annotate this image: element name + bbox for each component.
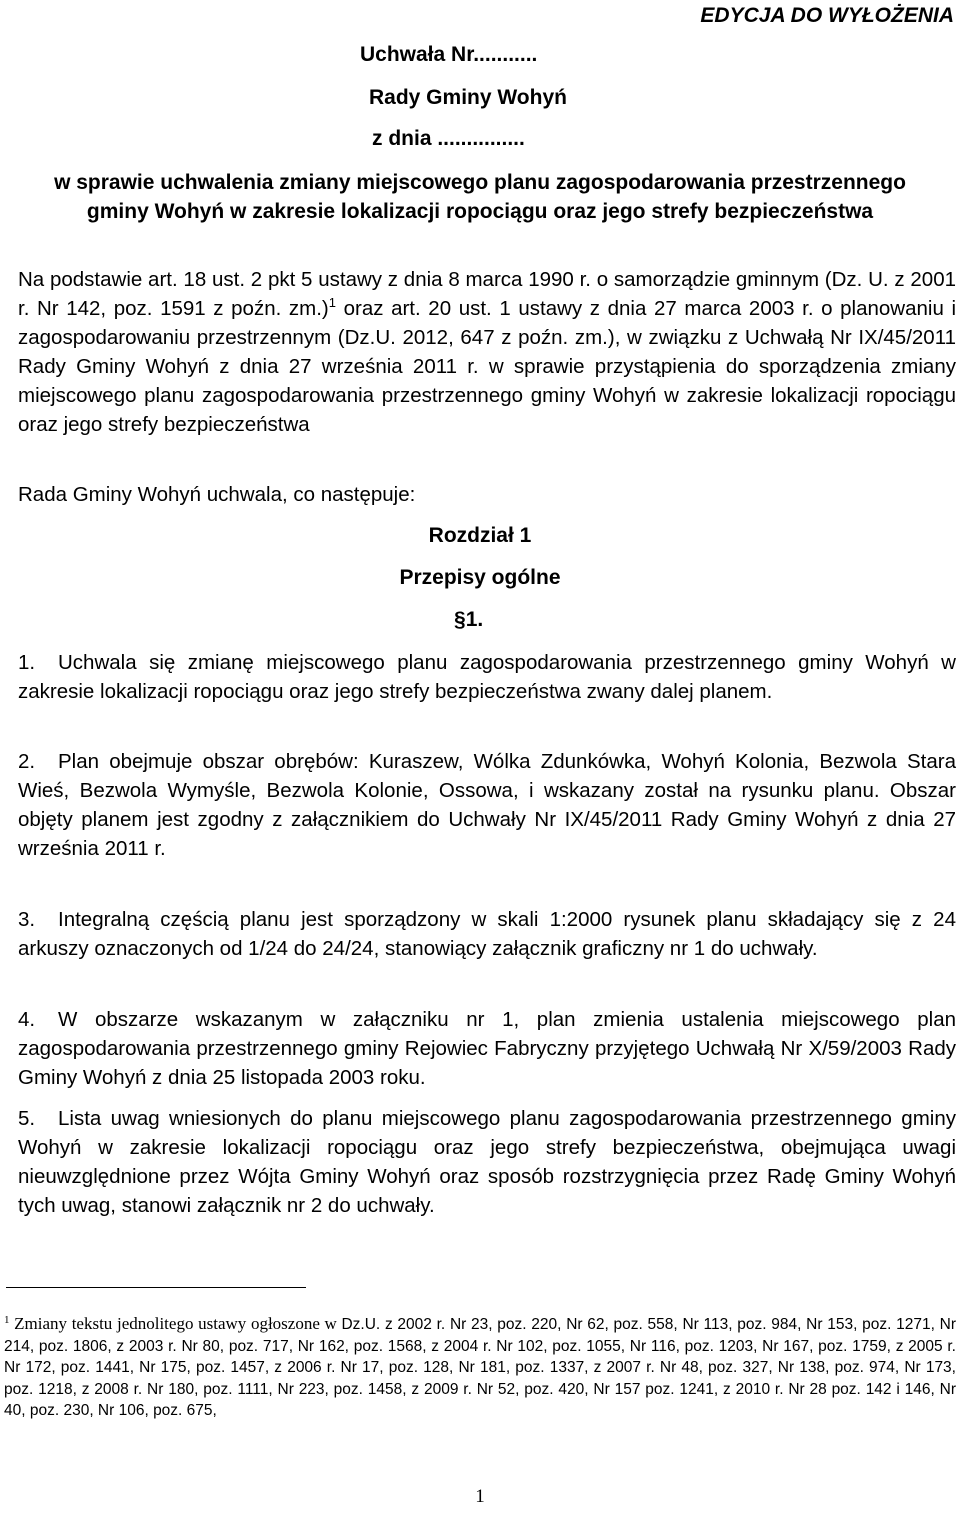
item-text: W obszarze wskazanym w załączniku nr 1, plan zmienia ustalenia miejscowego plan zagospodarowania przestrzennego gminy Rejowiec Fabryczny przyjętego Uchwałą Nr X/59/2003 Rady Gminy Wohyń z dnia 25 listopada 2003 roku. — [18, 1008, 956, 1089]
paragraph-number: 1. — [465, 608, 484, 631]
list-item — [18, 747, 956, 863]
footnote-intro: Zmiany tekstu jednolitego ustawy ogłoszone w — [9, 1314, 342, 1334]
list-item — [18, 1104, 956, 1220]
footnote-reference[interactable]: 1 — [328, 295, 336, 311]
council-name: Rady Gminy Wohyń — [369, 86, 567, 109]
footnote-separator — [6, 1287, 306, 1288]
item-text: Uchwala się zmianę miejscowego planu zagospodarowania przestrzennego gminy Wohyń w zakresie lokalizacji ropociągu oraz jego strefy bezpieczeństwa zwany dalej planem. — [18, 651, 956, 703]
item-text: Integralną częścią planu jest sporządzony w skali 1:2000 rysunek planu składający się z 24 arkuszy oznaczonych od 1/24 do 24/24, stanowiący załącznik graficzny nr 1 do uchwały. — [18, 908, 956, 960]
chapter-subtitle: Przepisy ogólne — [399, 566, 561, 589]
item-number: 3. — [18, 908, 36, 931]
item-text: Plan obejmuje obszar obrębów: Kuraszew, Wólka Zdunkówka, Wohyń Kolonia, Bezwola Stara Wieś, Bezwola Wymyśle, Bezwola Kolonie, Ossowa, i wskazany został na rysunku planu. Obszar objęty planem jest zgodny z załącznikiem do Uchwały Nr IX/45/2011 Rady Gminy Wohyń z dnia 27 września 2011 r. — [18, 750, 956, 860]
footnote-mark: 1 — [4, 1314, 10, 1326]
resolution-subject: w sprawie uchwalenia zmiany miejscowego planu zagospodarowania przestrzennego gminy Wohyń w zakresie lokalizacji ropociągu oraz jego strefy bezpieczeństwa — [54, 171, 906, 223]
resolution-date: z dnia ............... — [372, 127, 525, 150]
item-number: 4. — [18, 1008, 36, 1031]
chapter-title: Rozdział 1 — [428, 524, 532, 547]
footnote-text: Dz.U. z 2002 r. Nr 23, poz. 220, Nr 62, poz. 558, Nr 113, poz. 984, Nr 153, poz. 1271, Nr 214, poz. 1806, z 2003 r. Nr 80, poz. 717, Nr 162, poz. 1568, z 2004 r. Nr 102, poz. 1055, Nr 116, poz. 1203, Nr 167, poz. 1759, z 2005 r. Nr 172, poz. 1441, Nr 175, poz. 1457, z 2006 r. Nr 17, poz. 128, Nr 181, poz. 1337, z 2007 r. Nr 48, poz. 327, Nr 138, poz. 974, Nr 173, poz. 1218, z 2008 r. Nr 180, poz. 1111, Nr 223, poz. 1458, z 2009 r. Nr 52, poz. 420, Nr 157 poz. 1241, z 2010 r. Nr 28 poz. 142 i 146, Nr 40, poz. 230, Nr 106, poz. 675, — [4, 1316, 956, 1420]
council-resolves: Rada Gminy Wohyń uchwala, co następuje: — [18, 483, 416, 506]
legal-basis-part1: Na podstawie art. 18 ust. 2 pkt 5 ustawy z dnia 8 marca 1990 r. o samorządzie gminnym (Dz. U. z 2001 r. Nr 142, poz. 1591 z poźn. zm.) — [18, 268, 956, 320]
footnote — [4, 1310, 956, 1422]
section-sign-icon: § — [454, 608, 466, 631]
item-number: 2. — [18, 750, 36, 773]
item-number: 1. — [18, 651, 36, 674]
edition-label: EDYCJA DO WYŁOŻENIA — [700, 4, 954, 27]
list-item — [18, 648, 956, 706]
list-item — [18, 905, 956, 963]
legal-basis-part2: oraz art. 20 ust. 1 ustawy z dnia 27 marca 2003 r. o planowaniu i zagospodarowaniu przestrzennym (Dz.U. 2012, 647 z poźn. zm.), w związku z Uchwałą Nr IX/45/2011 Rady Gminy Wohyń z dnia 27 września 2011 r. w sprawie przystąpienia do sporządzenia zmiany miejscowego planu zagospodarowania przestrzennego gminy Wohyń w zakresie lokalizacji ropociągu oraz jego strefy bezpieczeństwa — [18, 297, 957, 436]
item-number: 5. — [18, 1107, 36, 1130]
legal-basis-paragraph — [18, 265, 956, 439]
item-text: Lista uwag wniesionych do planu miejscowego planu zagospodarowania przestrzennego gminy Wohyń w zakresie lokalizacji ropociągu oraz jego strefy bezpieczeństwa, obejmująca uwagi nieuwzględnione przez Wójta Gminy Wohyń oraz sposób rozstrzygnięcia przez Radę Gminy Wohyń tych uwag, stanowi załącznik nr 2 do uchwały. — [18, 1107, 956, 1217]
resolution-number: Uchwała Nr........... — [360, 43, 538, 66]
paragraph-heading — [454, 608, 483, 632]
page-number: 1 — [475, 1486, 485, 1507]
list-item — [18, 1005, 956, 1092]
